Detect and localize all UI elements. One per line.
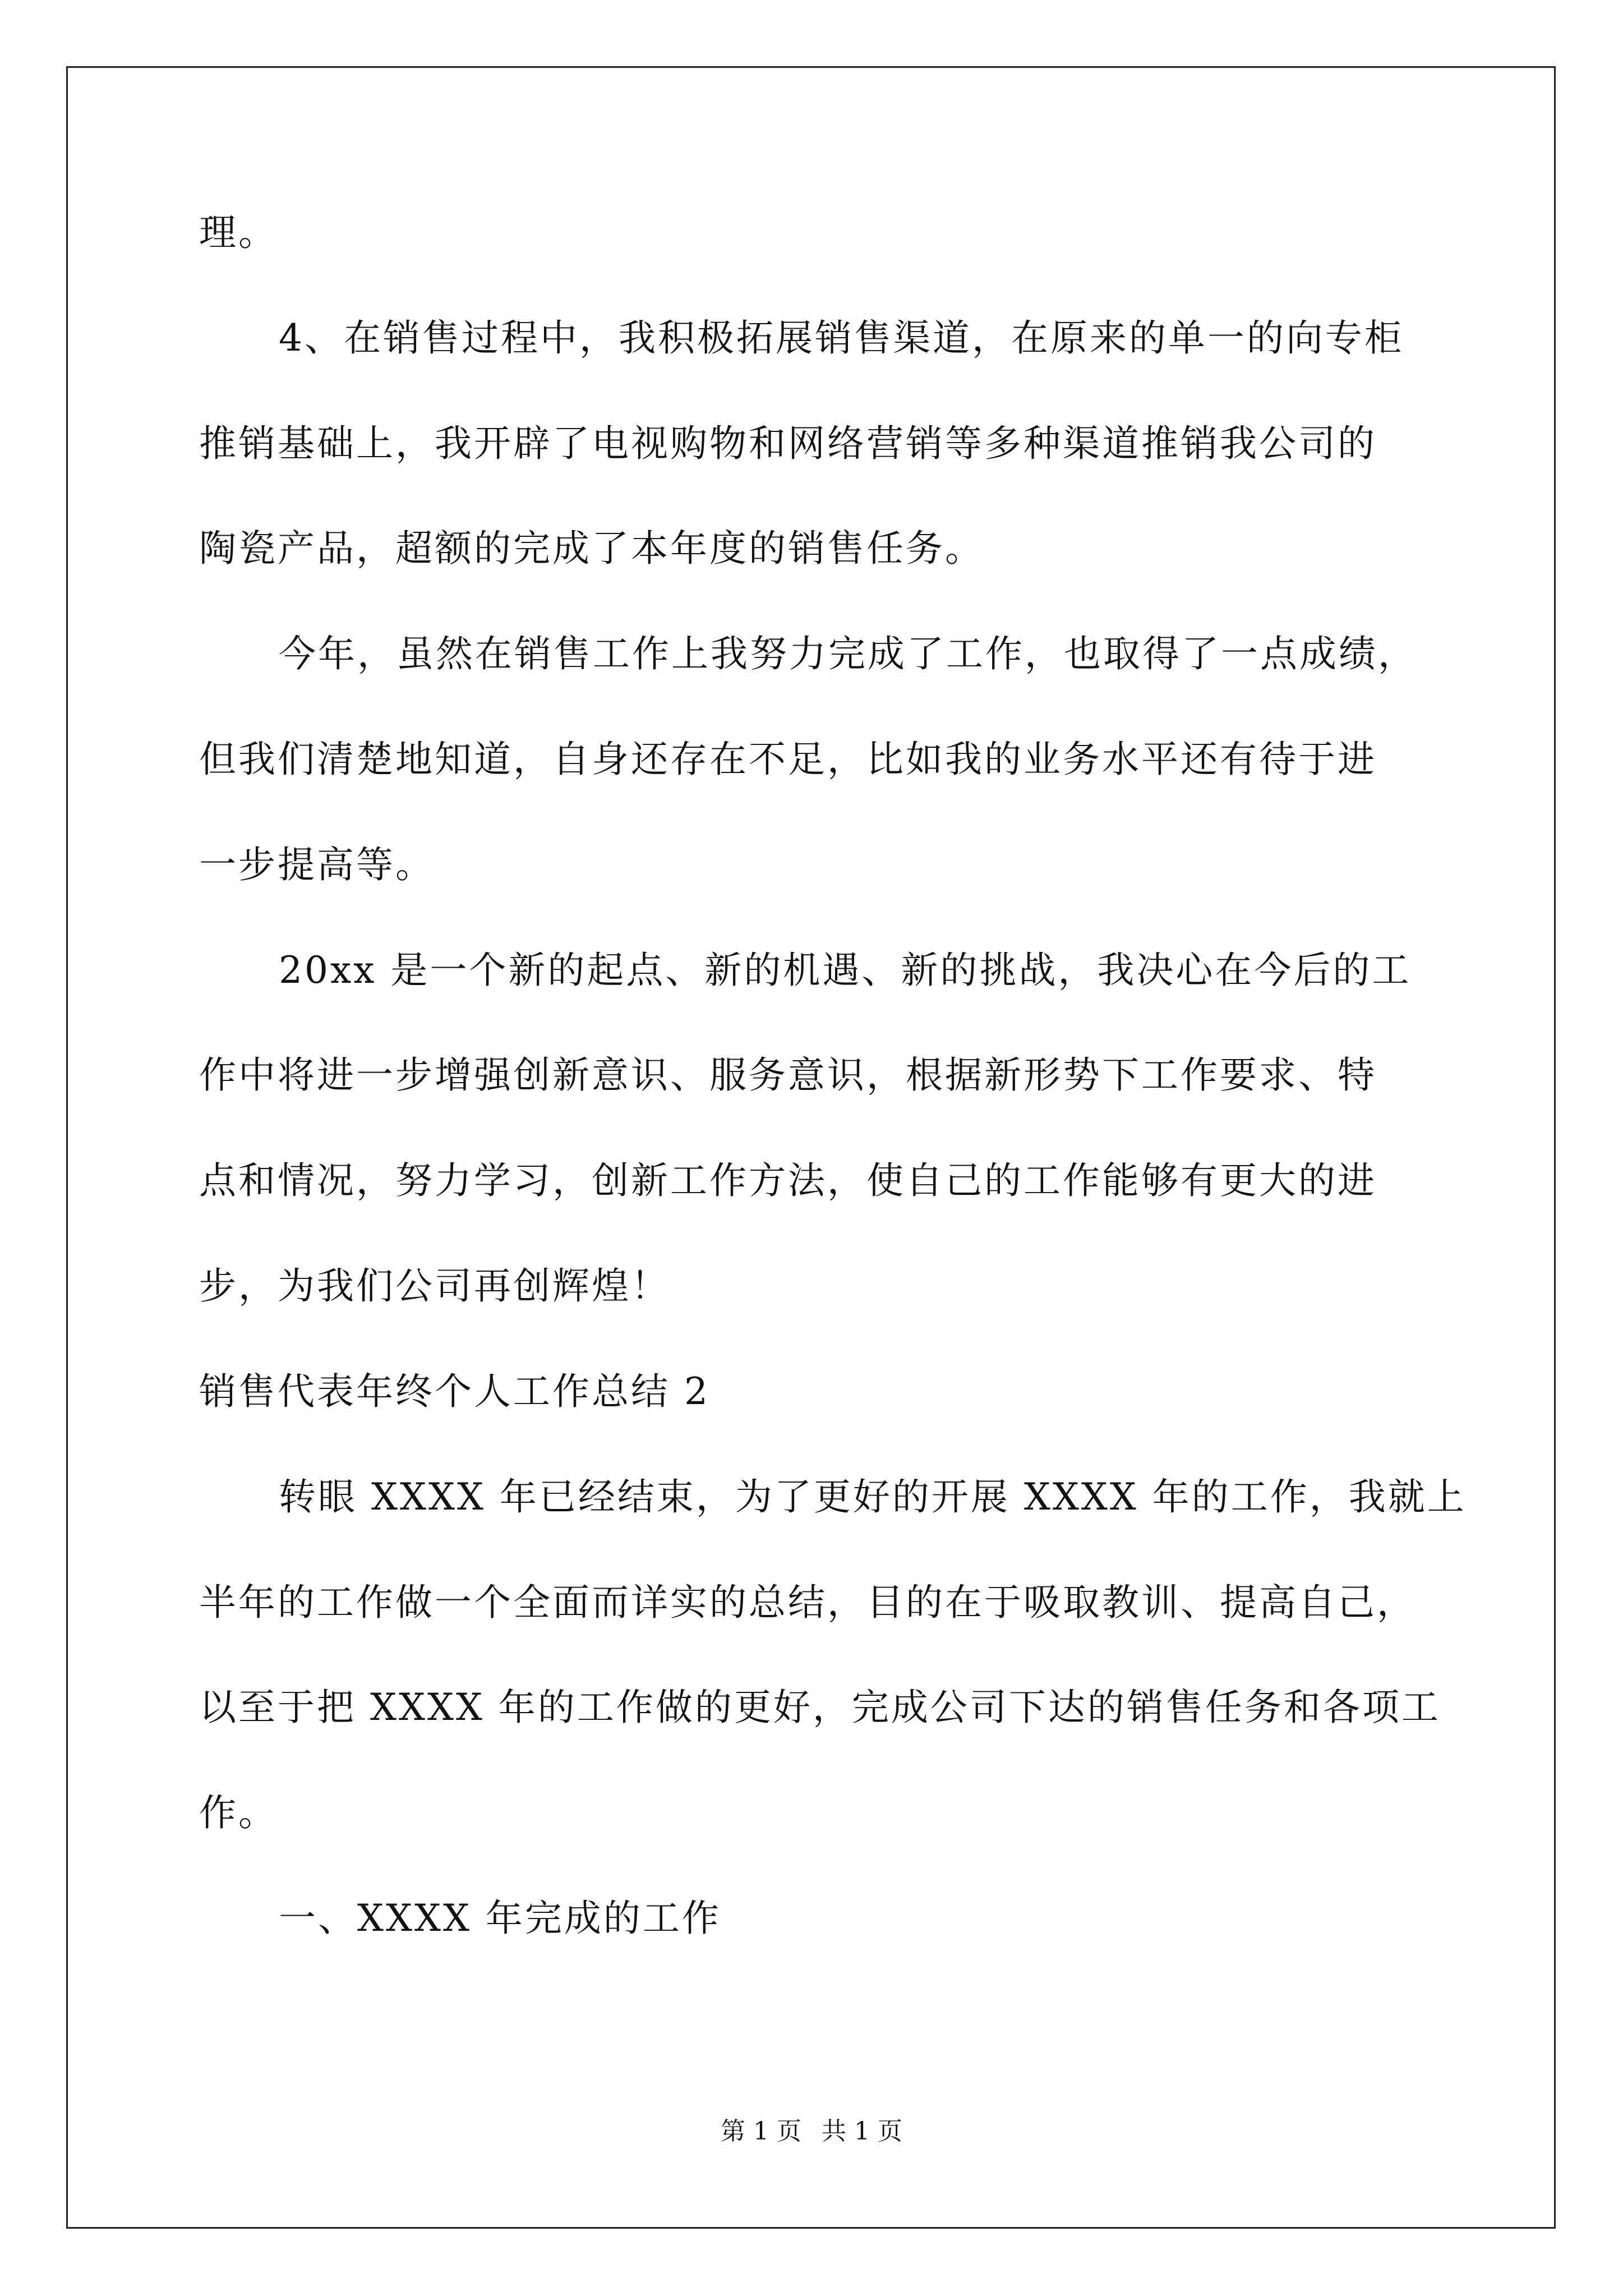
text-line: 推销基础上，我开辟了电视购物和网络营销等多种渠道推销我公司的 xyxy=(199,422,1377,465)
text-line: 陶瓷产品，超额的完成了本年度的销售任务。 xyxy=(199,527,984,570)
paragraph-start: 今年，虽然在销售工作上我努力完成了工作，也取得了一点成绩， xyxy=(279,632,1417,675)
text-line: 一步提高等。 xyxy=(199,843,435,886)
paragraph-start: 转眼 XXXX 年已经结束，为了更好的开展 XXXX 年的工作，我就上 xyxy=(279,1475,1467,1519)
text-line: 以至于把 XXXX 年的工作做的更好，完成公司下达的销售任务和各项工 xyxy=(199,1686,1441,1729)
text-line: 作中将进一步增强创新意识、服务意识，根据新形势下工作要求、特 xyxy=(199,1053,1377,1097)
page-number-total: 共 1 页 xyxy=(822,2117,902,2146)
text-line: 点和情况，努力学习，创新工作方法，使自己的工作能够有更大的进 xyxy=(199,1159,1377,1202)
paragraph-start: 4、在销售过程中，我积极拓展销售渠道，在原来的单一的向专柜 xyxy=(279,316,1404,360)
text-line: 步，为我们公司再创辉煌！ xyxy=(199,1264,670,1308)
section-heading: 销售代表年终个人工作总结 2 xyxy=(199,1370,710,1413)
text-line: 半年的工作做一个全面而详实的总结，目的在于吸取教训、提高自己， xyxy=(199,1581,1416,1624)
text-line: 理。 xyxy=(199,211,278,254)
text-line: 但我们清楚地知道，自身还存在不足，比如我的业务水平还有待于进 xyxy=(199,738,1377,781)
paragraph-start: 20xx 是一个新的起点、新的机遇、新的挑战，我决心在今后的工 xyxy=(279,949,1412,992)
page-number-current: 第 1 页 xyxy=(721,2117,801,2146)
page-footer xyxy=(0,2115,1623,2148)
text-line: 作。 xyxy=(199,1791,278,1834)
subsection-heading: 一、XXXX 年完成的工作 xyxy=(279,1897,721,1940)
